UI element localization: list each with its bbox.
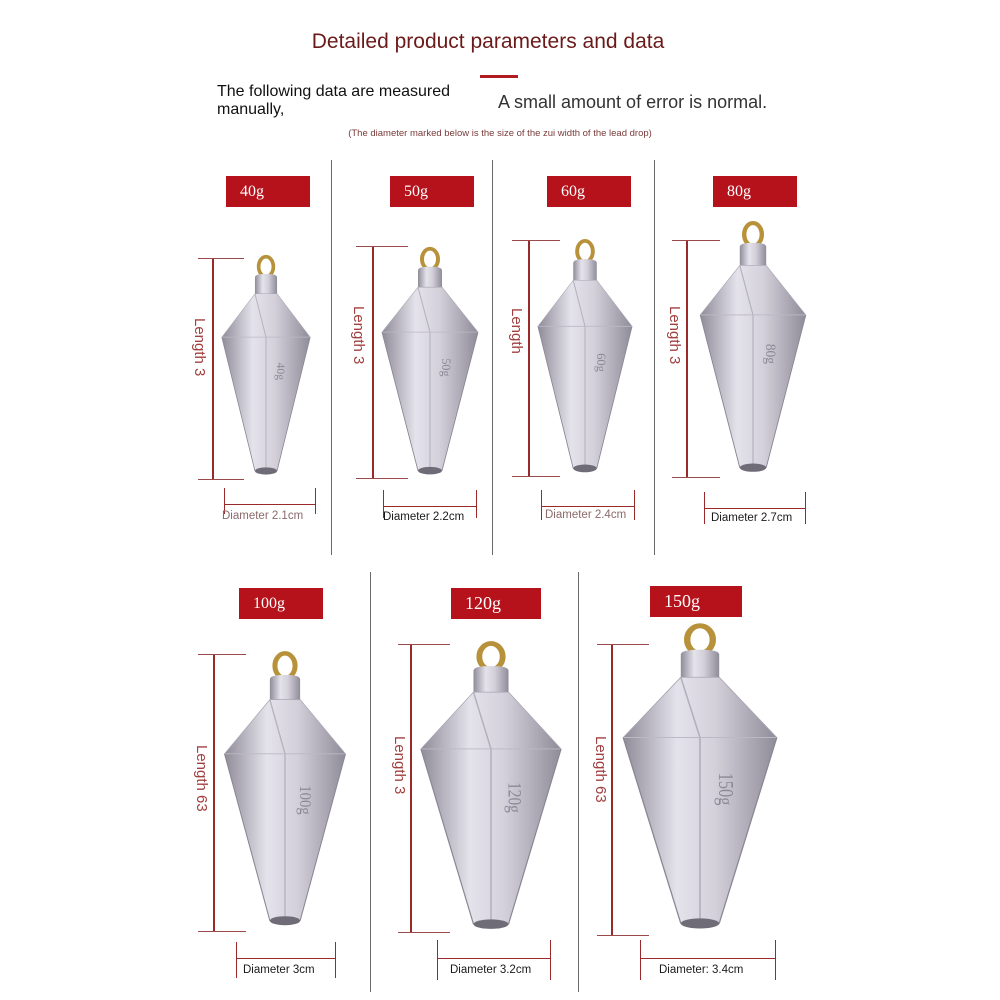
weight-label: 120g <box>451 588 541 619</box>
brass-eyelet-icon <box>577 241 593 262</box>
diameter-tick <box>640 940 641 980</box>
length-label: Length 63 <box>193 745 210 812</box>
svg-text:100g: 100g <box>295 785 314 815</box>
length-label: Length 3 <box>666 306 683 365</box>
diameter-label: Diameter 2.2cm <box>383 511 465 523</box>
brass-eyelet-icon <box>687 626 713 654</box>
weight-label: 60g <box>547 176 631 207</box>
length-measure-line <box>213 654 215 932</box>
lead-sinker-icon <box>536 238 634 478</box>
column-divider <box>370 572 371 992</box>
lead-sinker-image <box>620 622 780 936</box>
weight-label: 150g <box>650 586 742 617</box>
weight-label: 80g <box>713 176 797 207</box>
lead-sinker-icon <box>620 622 780 936</box>
svg-text:50g: 50g <box>438 358 454 377</box>
length-measure-line <box>611 644 613 936</box>
brass-eyelet-icon <box>479 644 502 670</box>
diameter-measure-line <box>437 958 551 959</box>
length-measure-line <box>372 246 374 479</box>
diameter-tick <box>335 942 336 978</box>
diameter-measure-line <box>640 958 776 959</box>
length-label: Length 3 <box>391 736 408 795</box>
diameter-label: Diameter 3.2cm <box>450 964 532 976</box>
brass-eyelet-icon <box>744 223 762 246</box>
lead-sinker-image <box>220 254 312 480</box>
diameter-measure-line <box>236 958 336 959</box>
diameter-tick <box>634 490 635 520</box>
column-divider <box>578 572 579 992</box>
column-divider <box>654 160 655 555</box>
diameter-tick <box>775 940 776 980</box>
error-note: A small amount of error is normal. <box>498 92 768 112</box>
brass-eyelet-icon <box>259 257 274 277</box>
length-label: Length 3 <box>191 318 208 377</box>
lead-sinker-image <box>380 246 480 480</box>
diameter-label: Diameter 2.4cm <box>545 509 627 521</box>
weight-label: 100g <box>239 588 323 619</box>
lead-sinker-image <box>536 238 634 478</box>
lead-sinker-icon <box>698 220 808 478</box>
page-title: Detailed product parameters and data <box>311 30 665 53</box>
weight-label: 50g <box>390 176 474 207</box>
lead-sinker-icon <box>222 650 348 932</box>
brass-eyelet-icon <box>275 653 295 678</box>
diameter-tick <box>550 940 551 980</box>
diameter-tick <box>541 490 542 520</box>
column-divider <box>492 160 493 555</box>
lead-sinker-image <box>222 650 348 932</box>
length-label: Length <box>508 308 525 354</box>
svg-text:40g: 40g <box>274 362 289 381</box>
length-measure-line <box>212 258 214 480</box>
weight-label: 40g <box>226 176 310 207</box>
diameter-measure-line <box>224 504 316 505</box>
lead-sinker-image <box>418 640 564 936</box>
lead-sinker-icon <box>380 246 480 480</box>
diameter-measure-line <box>704 508 806 509</box>
diameter-tick <box>315 488 316 514</box>
svg-text:60g: 60g <box>593 353 608 372</box>
diameter-tick <box>236 942 237 978</box>
length-measure-line <box>410 644 412 933</box>
lead-sinker-icon <box>418 640 564 936</box>
length-measure-line <box>686 240 688 478</box>
lead-sinker-icon <box>220 254 312 480</box>
svg-text:150g: 150g <box>713 772 737 806</box>
diameter-measure-line <box>541 506 635 507</box>
svg-text:120g: 120g <box>504 782 525 813</box>
length-label: Length 63 <box>592 736 609 803</box>
measurement-note: The following data are measured manually, <box>217 83 451 118</box>
title-underline <box>480 75 518 78</box>
diameter-label: Diameter 2.7cm <box>711 512 793 524</box>
column-divider <box>331 160 332 555</box>
diameter-tick <box>476 490 477 518</box>
diameter-tick <box>805 492 806 524</box>
diameter-tick <box>704 492 705 524</box>
brass-eyelet-icon <box>422 249 438 270</box>
svg-text:80g: 80g <box>763 343 779 364</box>
diameter-footnote: (The diameter marked below is the size of the zui width of the lead drop) <box>348 128 652 139</box>
diameter-measure-line <box>383 506 477 507</box>
diameter-label: Diameter 3cm <box>243 964 315 976</box>
lead-sinker-image <box>698 220 808 478</box>
diameter-label: Diameter: 3.4cm <box>659 964 744 976</box>
length-label: Length 3 <box>350 306 367 365</box>
diameter-tick <box>437 940 438 980</box>
length-measure-line <box>528 240 530 477</box>
diameter-label: Diameter 2.1cm <box>222 510 304 522</box>
